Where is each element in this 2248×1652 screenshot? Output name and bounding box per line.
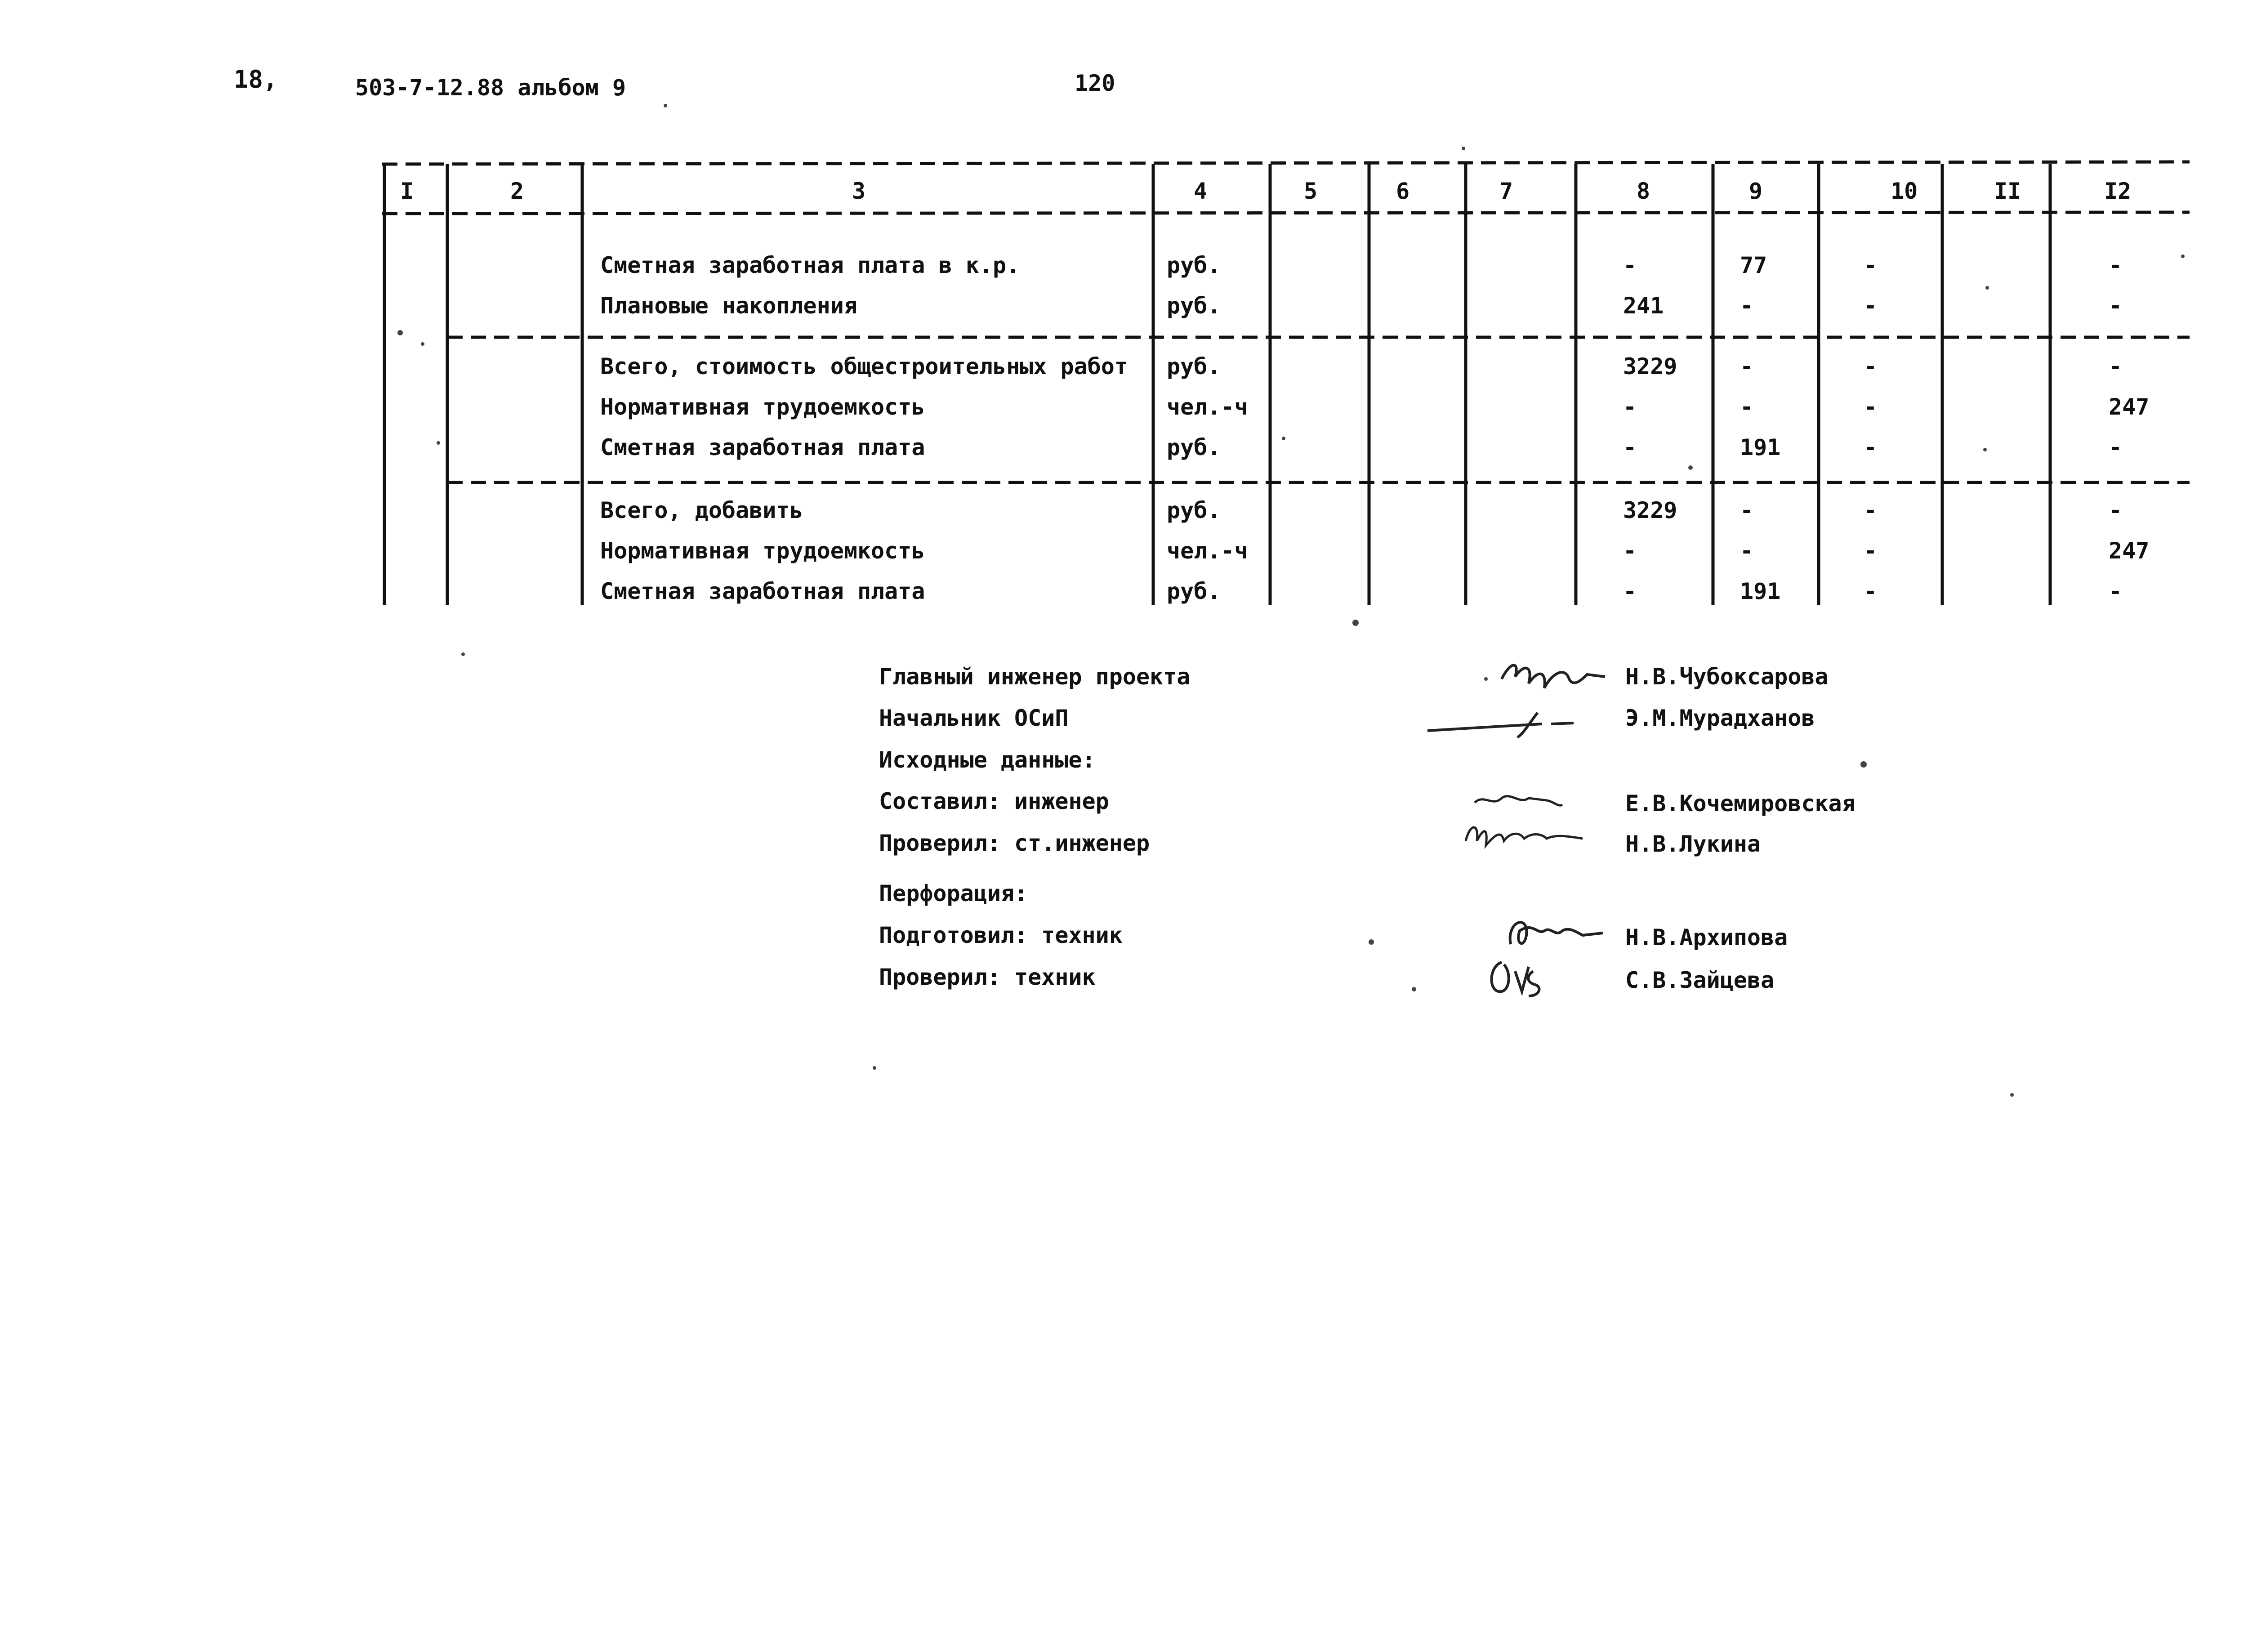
row-name: Сметная заработная плата xyxy=(600,434,925,460)
checked2-name: С.В.Зайцева xyxy=(1625,967,1775,993)
column-header-7: 7 xyxy=(1499,178,1513,204)
chief-engineer-name: Н.В.Чубоксарова xyxy=(1625,664,1829,690)
cell-col10: - xyxy=(1864,578,1878,604)
cell-col12: - xyxy=(2109,252,2123,278)
head-role: Начальник ОСиП xyxy=(879,705,1069,731)
column-header-8: 8 xyxy=(1637,178,1650,204)
column-header-5: 5 xyxy=(1304,178,1318,204)
chief-engineer-role: Главный инженер проекта xyxy=(879,664,1191,690)
cell-col10: - xyxy=(1864,497,1878,523)
cell-col12: - xyxy=(2109,353,2123,380)
cell-col8: - xyxy=(1623,252,1637,278)
column-header-4: 4 xyxy=(1194,178,1208,204)
row-unit: руб. xyxy=(1167,434,1221,460)
cell-col8: 3229 xyxy=(1623,353,1677,380)
perforation-label: Перфорация: xyxy=(879,880,1028,906)
page-number: 120 xyxy=(1075,70,1115,96)
head-name: Э.М.Мурадханов xyxy=(1625,705,1815,731)
cell-col8: - xyxy=(1623,578,1637,604)
cell-col10: - xyxy=(1864,293,1878,319)
column-header-12: I2 xyxy=(2104,178,2132,204)
prepared-role: Подготовил: техник xyxy=(879,922,1123,948)
row-name: Сметная заработная плата в к.р. xyxy=(600,252,1020,278)
cell-col9: 77 xyxy=(1740,252,1767,278)
column-header-3: 3 xyxy=(852,178,866,204)
cell-col8: 3229 xyxy=(1623,497,1677,523)
row-name: Всего, добавить xyxy=(600,497,803,523)
cell-col9: - xyxy=(1740,353,1754,380)
row-unit: руб. xyxy=(1167,578,1221,604)
cell-col12: - xyxy=(2109,578,2123,604)
row-unit: чел.-ч xyxy=(1167,538,1248,564)
cell-col8: 241 xyxy=(1623,293,1664,319)
column-header-9: 9 xyxy=(1749,178,1763,204)
cell-col10: - xyxy=(1864,434,1878,460)
cell-col12: - xyxy=(2109,293,2123,319)
cell-col12: 247 xyxy=(2109,538,2150,564)
checked2-role: Проверил: техник xyxy=(879,964,1096,990)
document-code: 503-7-12.88 альбом 9 xyxy=(355,75,626,101)
row-unit: руб. xyxy=(1167,252,1221,278)
cell-col8: - xyxy=(1623,394,1637,420)
cell-col9: - xyxy=(1740,293,1754,319)
checked-role: Проверил: ст.инженер xyxy=(879,830,1150,856)
source-data-label: Исходные данные: xyxy=(879,747,1096,773)
column-header-10: 10 xyxy=(1891,178,1918,204)
cell-col9: - xyxy=(1740,538,1754,564)
column-header-1: I xyxy=(400,178,414,204)
row-unit: руб. xyxy=(1167,497,1221,523)
column-header-2: 2 xyxy=(510,178,524,204)
checked-name: Н.В.Лукина xyxy=(1625,831,1761,857)
cell-col12: - xyxy=(2109,497,2123,523)
row-unit: руб. xyxy=(1167,353,1221,380)
column-header-11: II xyxy=(1994,178,2021,204)
compiled-role: Составил: инженер xyxy=(879,788,1109,814)
cell-col12: 247 xyxy=(2109,394,2150,420)
cell-col10: - xyxy=(1864,394,1878,420)
sheet-mark: 18, xyxy=(234,65,278,94)
row-name: Нормативная трудоемкость xyxy=(600,538,925,564)
row-name: Плановые накопления xyxy=(600,293,857,319)
column-header-6: 6 xyxy=(1396,178,1410,204)
cell-col12: - xyxy=(2109,434,2123,460)
cell-col9: 191 xyxy=(1740,434,1781,460)
row-name: Нормативная трудоемкость xyxy=(600,394,925,420)
cell-col10: - xyxy=(1864,538,1878,564)
cell-col10: - xyxy=(1864,353,1878,380)
row-name: Всего, стоимость общестроительных работ xyxy=(600,353,1128,380)
cell-col9: - xyxy=(1740,497,1754,523)
row-unit: руб. xyxy=(1167,293,1221,319)
row-name: Сметная заработная плата xyxy=(600,578,925,604)
compiled-name: Е.В.Кочемировская xyxy=(1625,790,1855,817)
cell-col8: - xyxy=(1623,538,1637,564)
cell-col10: - xyxy=(1864,252,1878,278)
cell-col8: - xyxy=(1623,434,1637,460)
prepared-name: Н.В.Архипова xyxy=(1625,924,1788,951)
cell-col9: - xyxy=(1740,394,1754,420)
cell-col9: 191 xyxy=(1740,578,1781,604)
row-unit: чел.-ч xyxy=(1167,394,1248,420)
